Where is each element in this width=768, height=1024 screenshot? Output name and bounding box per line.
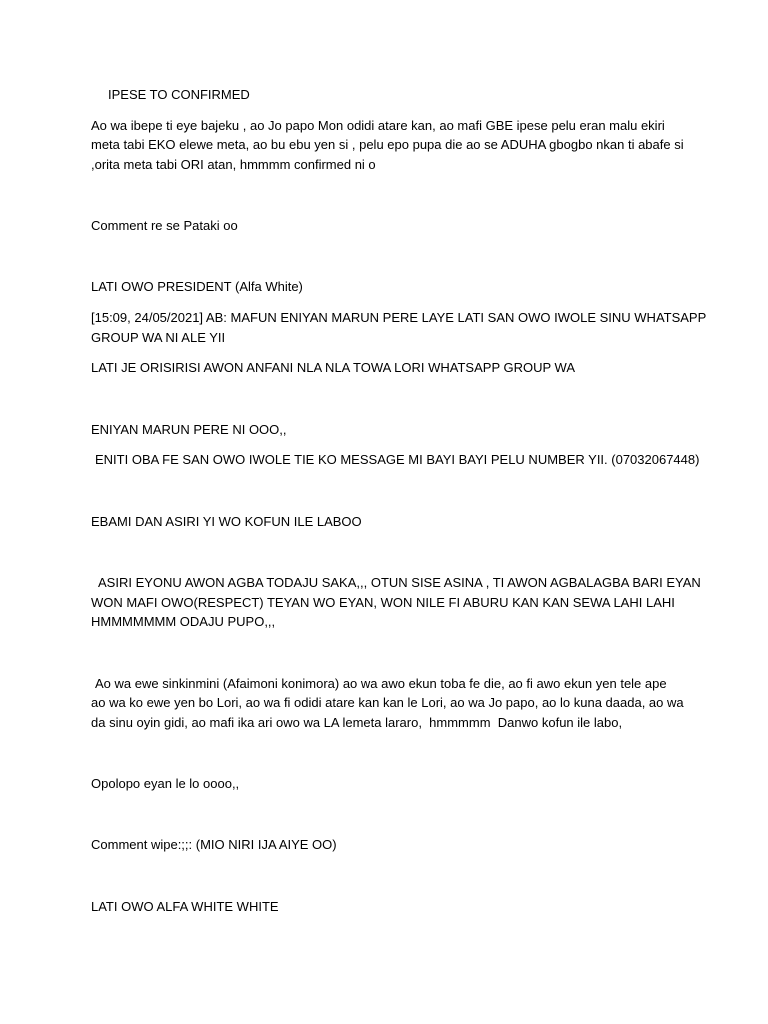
text-line: ASIRI EYONU AWON AGBA TODAJU SAKA,,, OTUN SISE ASINA , TI AWON AGBALAGBA BARI EYAN	[98, 575, 701, 591]
text-line: EBAMI DAN ASIRI YI WO KOFUN ILE LABOO	[91, 513, 362, 529]
recipe-paragraph-2	[91, 674, 768, 733]
text-line: ENITI OBA FE SAN OWO IWOLE TIE KO MESSAGE MI BAYI BAYI PELU NUMBER YII. (07032067448)	[95, 452, 700, 468]
text-line: [15:09, 24/05/2021] AB: MAFUN ENIYAN MARUN PERE LAYE LATI SAN OWO IWOLE SINU WHATSAPP	[91, 310, 707, 326]
blank-line	[91, 805, 768, 825]
whatsapp-message-paragraph	[91, 308, 768, 347]
text-line: IPESE TO CONFIRMED	[108, 87, 250, 102]
text-line: Comment re se Pataki oo	[91, 218, 238, 234]
text-line: Ao wa ewe sinkinmini (Afaimoni konimora) ao wa awo ekun toba fe die, ao fi awo ekun yen tele ape	[95, 675, 667, 691]
text-line: ENIYAN MARUN PERE NI OOO,,	[91, 421, 287, 437]
text-line: da sinu oyin gidi, ao mafi ika ari owo wa LA lemeta lararo, hmmmmm Danwo kofun ile labo,	[91, 714, 623, 730]
blank-line	[91, 542, 768, 562]
request-line	[91, 512, 768, 532]
note-line	[91, 774, 768, 794]
text-line: Opolopo eyan le lo oooo,,	[91, 775, 240, 791]
comment-line-2	[91, 835, 768, 855]
comment-line	[91, 216, 768, 236]
text-line: meta tabi EKO elewe meta, ao bu ebu yen si , pelu epo pupa die ao se ADUHA gbogbo nkan ti abafe si	[91, 137, 684, 153]
text-line: HMMMMMMM ODAJU PUPO,,,	[91, 614, 276, 630]
text-line: Comment wipe:;;: (MIO NIRI IJA AIYE OO)	[91, 837, 337, 853]
blank-line	[91, 481, 768, 501]
blank-line	[91, 866, 768, 886]
blank-line	[91, 185, 768, 205]
blank-line	[91, 247, 768, 267]
document-heading	[91, 85, 768, 105]
recipe-paragraph	[91, 116, 768, 175]
text-line: ao wa ko ewe yen bo Lori, ao wa fi odidi atare kan kan le Lori, ao wa Jo papo, ao lo kuna daada, ao wa	[91, 695, 684, 710]
blank-line	[91, 389, 768, 409]
text-line: LATI OWO PRESIDENT (Alfa White)	[91, 279, 303, 295]
text-line: LATI JE ORISIRISI AWON ANFANI NLA NLA TOWA LORI WHATSAPP GROUP WA	[91, 360, 576, 376]
text-line: LATI OWO ALFA WHITE WHITE	[91, 898, 279, 914]
text-line: GROUP WA NI ALE YII	[91, 329, 226, 345]
secret-paragraph	[91, 573, 768, 632]
text-line: ,orita meta tabi ORI atan, hmmmm confirmed ni o	[91, 156, 376, 172]
attribution-line-2	[91, 897, 768, 917]
blank-line	[91, 643, 768, 663]
limit-line	[91, 420, 768, 440]
attribution-line	[91, 277, 768, 297]
benefits-line	[91, 358, 768, 378]
text-line: Ao wa ibepe ti eye bajeku , ao Jo papo Mon odidi atare kan, ao mafi GBE ipese pelu eran malu ekiri	[91, 117, 665, 133]
text-line: WON MAFI OWO(RESPECT) TEYAN WO EYAN, WON NILE FI ABURU KAN KAN SEWA LAHI LAHI	[91, 594, 675, 610]
contact-line	[91, 450, 768, 470]
blank-line	[91, 743, 768, 763]
